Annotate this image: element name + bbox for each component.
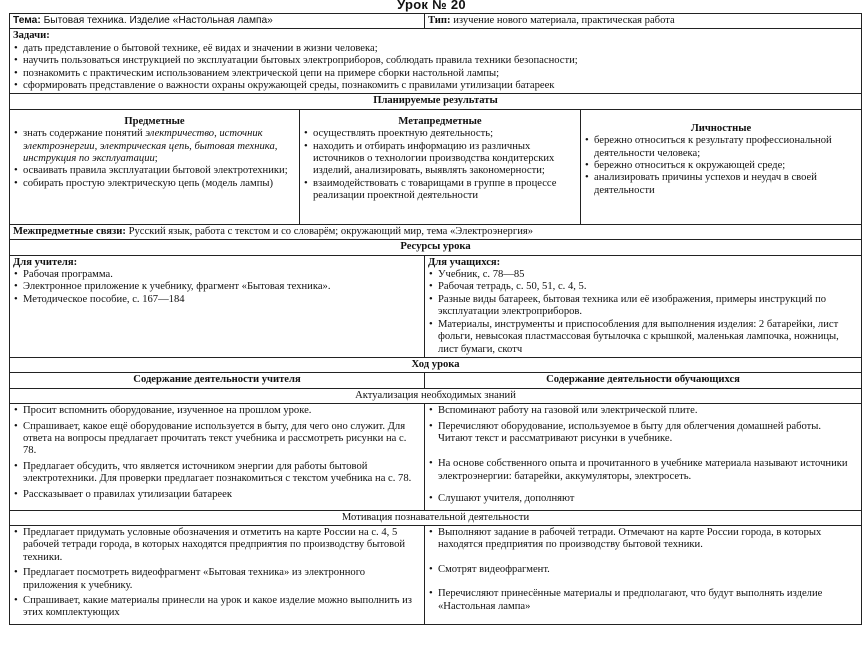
stage2-title-row [10,510,862,525]
list-item: • Вспоминают работу на газовой или электрической плите. [428,405,858,417]
list-item: • Спрашивает, какие материалы принесли на урок и какое изделие можно выполнить из этих комплектующих [13,595,421,620]
list-item: • Слушают учителя, дополняют [428,493,858,505]
list-item: • бережно относиться к результату профессиональной деятельности человека; [584,135,858,160]
list-item: • Рассказывает о правилах утилизации батареек [13,489,421,501]
teacher-resources-list [13,269,421,306]
list-item: • находить и отбирать информацию из различных источников о технологии производства кондитерских изделий, анализировать, выявлять закономерности; [303,141,577,178]
list-item: • собирать простую электрическую цепь (модель лампы) [13,178,296,190]
lesson-plan-table [9,13,862,625]
teacher-resources-cell [10,255,425,357]
list-item: • Спрашивает, какое ещё оборудование используется в быту, для чего оно служит. Для ответа на вопросы предлагает прочитать текст учебника и рассмотреть рисунки на с. 78. [13,421,421,458]
stage1-title: Актуализация необходимых знаний [10,388,862,403]
list-item: • анализировать причины успехов и неудач в своей деятельности [584,172,858,197]
list-item: • Учебник, с. 78—85 [428,269,858,281]
interdisciplinary-row [10,224,862,239]
list-item: • сформировать представление о важности охраны окружающей среды, познакомить с правилами утилизации батареек [13,80,858,92]
teacher-activity-header: Содержание деятельности учителя [10,373,425,388]
course-title: Ход урока [10,357,862,372]
stage1-teacher-cell [10,404,425,510]
list-item: • Разные виды батареек, бытовая техника или её изображения, примеры инструкций по эксплуатации электроприборов. [428,294,858,319]
list-item: • осуществлять проектную деятельность; [303,128,577,140]
subject-results-title: Предметные [124,115,185,127]
list-item: • Перечисляют принесённые материалы и предполагают, что будут выполнять изделие «Настольная лампа» [428,588,858,613]
meta-results-title: Метапредметные [398,115,482,127]
stage2-student-cell [425,525,862,624]
list-item: • осваивать правила эксплуатации бытовой электротехники; [13,165,296,177]
list-item: • Рабочая тетрадь, с. 50, 51, с. 4, 5. [428,281,858,293]
subject-item-terms: электричество, источник электроэнергии, электрическая цепь, бытовая техника, инструкция по эксплуатации [23,128,278,165]
list-item: • Предлагает обсудить, что является источником энергии для работы бытовой электротехники. Для проверки предлагает познакомиться с текстом учебника на с. 78. [13,461,421,486]
stage1-row [10,404,862,510]
resources-row [10,255,862,357]
subject-results-list [13,128,296,190]
resources-title: Ресурсы урока [10,240,862,255]
stage1-student-cell [425,404,862,510]
results-title: Планируемые результаты [10,94,862,109]
list-item [13,128,296,165]
stage1-title-row [10,388,862,403]
topic-row [10,14,862,29]
type-value: изучение нового материала, практическая работа [453,15,675,26]
list-item: • бережно относиться к окружающей среде; [584,160,858,172]
student-resources-cell [425,255,862,357]
list-item: • Просит вспомнить оборудование, изученное на прошлом уроке. [13,405,421,417]
resources-title-row [10,240,862,255]
type-cell [425,14,862,29]
tasks-list [13,43,858,93]
list-item: • Материалы, инструменты и приспособления для выполнения изделия: 2 батарейки, лист фольги, невысокая пластмассовая бутылочка с крышкой, маленькая лампочка, ножницы, лист бумаги, скотч [428,319,858,356]
list-item: • Рабочая программа. [13,269,421,281]
results-row [10,109,862,224]
type-label: Тип: [428,15,451,26]
personal-results-title: Личностные [690,122,752,134]
tasks-cell [10,29,862,94]
course-columns-row [10,373,862,388]
stage1-teacher-list [13,405,421,501]
list-item: • Предлагает посмотреть видеофрагмент «Бытовая техника» из электронного приложения к учебнику. [13,567,421,592]
subject-item-end: ; [154,153,158,165]
interdisciplinary-cell [10,224,862,239]
lesson-number: Урок № 20 [397,0,466,12]
meta-results-cell [300,109,581,224]
subject-results-cell [10,109,300,224]
stage2-teacher-cell [10,525,425,624]
tasks-row [10,29,862,94]
course-title-row [10,357,862,372]
personal-results-list [584,135,858,197]
topic-value: Бытовая техника. Изделие «Настольная лампа» [43,15,273,26]
list-item: • Смотрят видеофрагмент. [428,564,858,576]
interdisciplinary-value: Русский язык, работа с текстом и со словарём; окружающий мир, тема «Электроэнергия» [128,225,534,237]
stage2-row [10,525,862,624]
interdisciplinary-label: Межпредметные связи: [13,225,126,237]
list-item: • дать представление о бытовой технике, её видах и значении в жизни человека; [13,43,858,55]
results-title-row [10,94,862,109]
list-item: • взаимодействовать с товарищами в группе в процессе реализации проектной деятельности [303,178,577,203]
list-item: • научить пользоваться инструкцией по эксплуатации бытовых электроприборов, соблюдать правила техники безопасности; [13,55,858,67]
stage2-student-list [428,527,858,613]
teacher-resources-title: Для учителя: [13,256,78,268]
student-resources-title: Для учащихся: [428,256,501,268]
list-item: • Выполняют задание в рабочей тетради. Отмечают на карте России города, в которых находятся предприятия по производству бытовой техники. [428,527,858,552]
tasks-title: Задачи: [13,30,50,42]
student-resources-list [428,269,858,356]
list-item: • Предлагает придумать условные обозначения и отметить на карте России на с. 4, 5 рабочей тетради города, в которых находятся предприятия по производству бытовой техники. [13,527,421,564]
list-item: • Электронное приложение к учебнику, фрагмент «Бытовая техника». [13,281,421,293]
topic-label: Тема: [13,15,41,26]
topic-cell [10,14,425,29]
list-item: • Перечисляют оборудование, используемое в быту для облегчения домашней работы. Читают текст и рассматривают рисунки в учебнике. [428,421,858,446]
student-activity-header: Содержание деятельности обучающихся [425,373,862,388]
meta-results-list [303,128,577,202]
list-item: • На основе собственного опыта и прочитанного в учебнике материала называют источники электроэнергии: батарейки, аккумуляторы, электросеть. [428,458,858,483]
list-item: • познакомить с практическим использованием электрической цепи на примере сборки настольной лампы; [13,68,858,80]
stage2-teacher-list [13,527,421,620]
list-item: • Методическое пособие, с. 167—184 [13,294,421,306]
personal-results-cell [581,109,862,224]
stage2-title: Мотивация познавательной деятельности [10,510,862,525]
subject-item-lead: знать содержание понятий [23,128,146,140]
stage1-student-list [428,405,858,505]
